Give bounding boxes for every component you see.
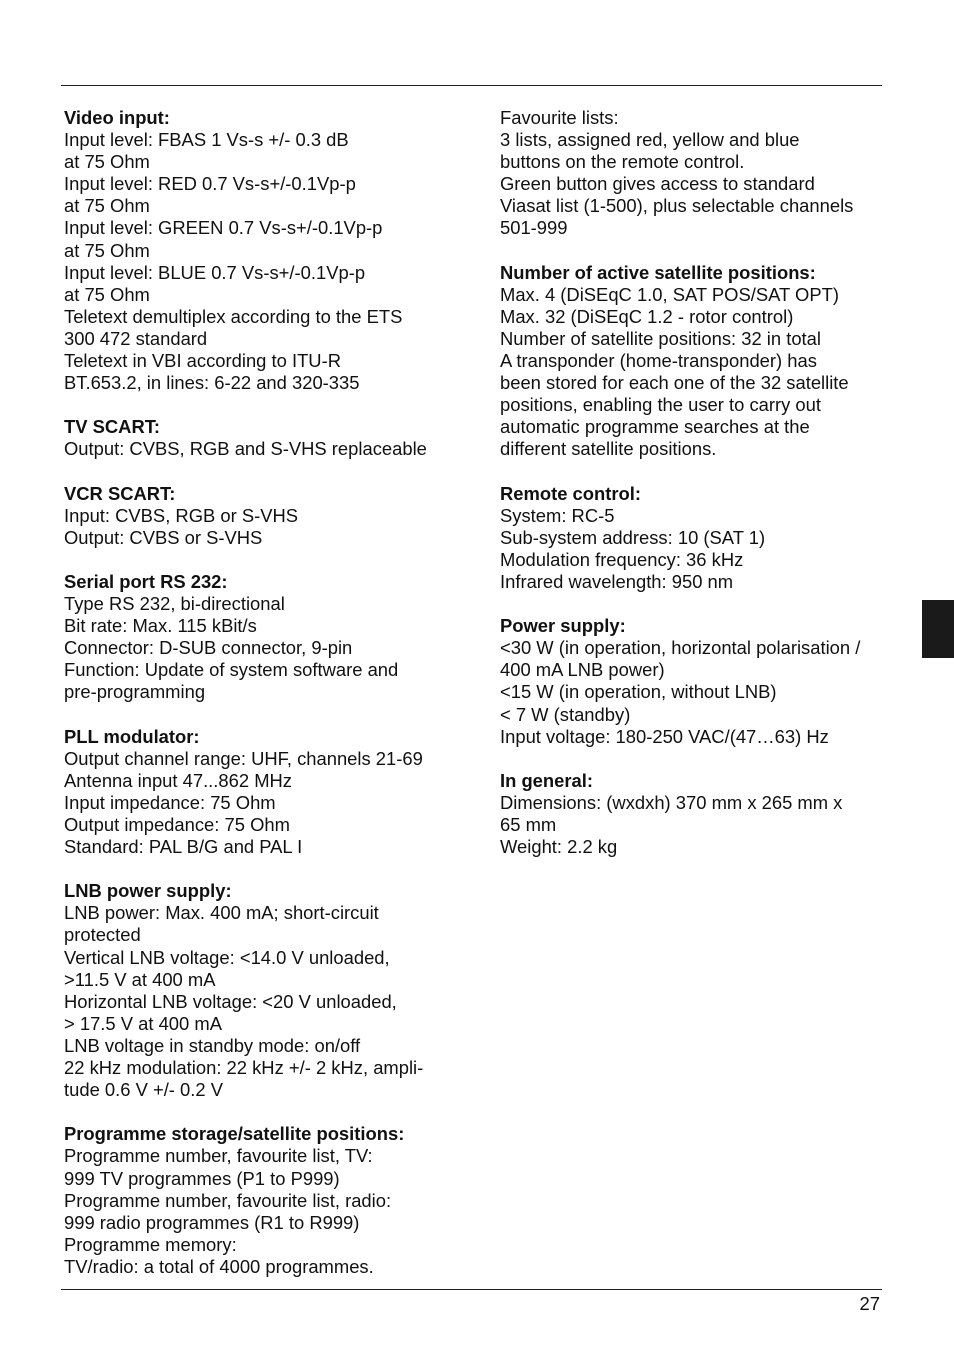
spec-line: <15 W (in operation, without LNB) — [500, 681, 777, 703]
spec-line: Teletext in VBI according to ITU-R — [64, 350, 341, 372]
spec-line: tude 0.6 V +/- 0.2 V — [64, 1079, 223, 1101]
spec-line: at 75 Ohm — [64, 283, 150, 305]
video-input-section — [64, 107, 464, 394]
spec-line: been stored for each one of the 32 satellite — [500, 372, 849, 394]
spec-line: 65 mm — [500, 814, 557, 835]
spec-line: Type RS 232, bi-directional — [64, 593, 285, 615]
spec-line: LNB voltage in standby mode: on/off — [64, 1034, 361, 1056]
spec-line: Sub-system address: 10 (SAT 1) — [500, 526, 766, 548]
spec-line: Output impedance: 75 Ohm — [64, 814, 290, 835]
top-rule — [61, 85, 882, 86]
spec-line: Connector: D-SUB connector, 9-pin — [64, 637, 353, 659]
spec-line: A transponder (home-transponder) has — [500, 350, 817, 372]
power-supply-section — [500, 615, 892, 748]
spec-line: 999 radio programmes (R1 to R999) — [64, 1211, 360, 1233]
spec-line: buttons on the remote control. — [500, 151, 745, 173]
spec-line: Programme number, favourite list, TV: — [64, 1145, 373, 1167]
spec-line: Input: CVBS, RGB or S-VHS — [64, 504, 299, 526]
section-heading: PLL modulator: — [64, 725, 200, 747]
spec-line: Vertical LNB voltage: <14.0 V unloaded, — [64, 946, 390, 968]
page-number: 27 — [859, 1293, 880, 1314]
spec-line: System: RC-5 — [500, 504, 615, 526]
spec-line: Programme memory: — [64, 1233, 237, 1255]
spec-line: Standard: PAL B/G and PAL I — [64, 836, 303, 858]
in-general-section — [500, 770, 892, 858]
spec-line: >11.5 V at 400 mA — [64, 968, 216, 990]
spec-line: Max. 32 (DiSEqC 1.2 - rotor control) — [500, 305, 794, 327]
spec-line: 3 lists, assigned red, yellow and blue — [500, 129, 800, 151]
section-heading: Programme storage/satellite positions: — [64, 1123, 405, 1145]
spec-line: at 75 Ohm — [64, 151, 150, 173]
lnb-power-supply-section — [64, 880, 464, 1101]
spec-line: > 17.5 V at 400 mA — [64, 1012, 222, 1034]
section-heading: VCR SCART: — [64, 482, 176, 504]
section-heading: Power supply: — [500, 615, 626, 637]
spec-line: Number of satellite positions: 32 in total — [500, 327, 821, 349]
spec-line: Input level: RED 0.7 Vs-s+/-0.1Vp-p — [64, 173, 356, 195]
spec-line: TV/radio: a total of 4000 programmes. — [64, 1255, 374, 1277]
spec-line: Output: CVBS or S-VHS — [64, 526, 263, 548]
spec-line: Antenna input 47...862 MHz — [64, 769, 292, 791]
spec-line: Dimensions: (wxdxh) 370 mm x 265 mm x — [500, 791, 843, 813]
spec-line: pre-programming — [64, 681, 206, 703]
pll-modulator-section — [64, 726, 464, 859]
spec-line: 300 472 standard — [64, 327, 208, 349]
chapter-tab-marker — [922, 600, 954, 658]
spec-line: Favourite lists: — [500, 107, 619, 128]
spec-line: Input level: GREEN 0.7 Vs-s+/-0.1Vp-p — [64, 217, 383, 239]
spec-line: Max. 4 (DiSEqC 1.0, SAT POS/SAT OPT) — [500, 283, 839, 305]
spec-line: Infrared wavelength: 950 nm — [500, 570, 734, 592]
spec-line: BT.653.2, in lines: 6-22 and 320-335 — [64, 372, 360, 394]
spec-line: 999 TV programmes (P1 to P999) — [64, 1167, 340, 1189]
spec-line: Programme number, favourite list, radio: — [64, 1189, 392, 1211]
spec-line: positions, enabling the user to carry out — [500, 394, 822, 416]
spec-line: < 7 W (standby) — [500, 703, 631, 725]
section-heading: Video input: — [64, 107, 170, 128]
remote-control-section — [500, 483, 892, 593]
spec-line: Viasat list (1-500), plus selectable channels — [500, 195, 854, 217]
spec-line: Output: CVBS, RGB and S-VHS replaceable — [64, 438, 427, 460]
spec-line: 400 mA LNB power) — [500, 659, 665, 681]
tv-scart-section — [64, 416, 464, 460]
vcr-scart-section — [64, 483, 464, 549]
spec-line: Green button gives access to standard — [500, 173, 815, 195]
right-column — [500, 107, 892, 880]
spec-line: LNB power: Max. 400 mA; short-circuit — [64, 902, 379, 924]
spec-line: Input level: BLUE 0.7 Vs-s+/-0.1Vp-p — [64, 261, 366, 283]
spec-line: Input voltage: 180-250 VAC/(47…63) Hz — [500, 725, 829, 747]
spec-line: Bit rate: Max. 115 kBit/s — [64, 615, 257, 637]
spec-line: Input level: FBAS 1 Vs-s +/- 0.3 dB — [64, 129, 349, 151]
spec-line: different satellite positions. — [500, 438, 717, 460]
spec-line: 22 kHz modulation: 22 kHz +/- 2 kHz, ampli- — [64, 1057, 424, 1079]
left-column — [64, 107, 464, 1300]
favourite-lists-section — [500, 107, 892, 240]
section-heading: Remote control: — [500, 482, 642, 504]
spec-line: Input impedance: 75 Ohm — [64, 791, 276, 813]
spec-line: automatic programme searches at the — [500, 416, 810, 438]
spec-line: Horizontal LNB voltage: <20 V unloaded, — [64, 990, 397, 1012]
satellite-positions-section — [500, 262, 892, 461]
spec-line: at 75 Ohm — [64, 195, 150, 217]
spec-line: <30 W (in operation, horizontal polarisation / — [500, 637, 861, 659]
section-heading: Serial port RS 232: — [64, 570, 228, 592]
section-heading: In general: — [500, 769, 593, 791]
spec-line: Output channel range: UHF, channels 21-69 — [64, 747, 423, 769]
programme-storage-section — [64, 1123, 464, 1278]
spec-line: Teletext demultiplex according to the ETS — [64, 305, 403, 327]
bottom-rule — [61, 1289, 882, 1290]
section-heading: Number of active satellite positions: — [500, 261, 816, 283]
spec-line: protected — [64, 924, 141, 946]
section-heading: TV SCART: — [64, 416, 161, 438]
spec-line: at 75 Ohm — [64, 239, 150, 261]
serial-port-section — [64, 571, 464, 704]
section-heading: LNB power supply: — [64, 880, 232, 902]
spec-line: 501-999 — [500, 217, 568, 239]
spec-line: Weight: 2.2 kg — [500, 836, 618, 858]
spec-line: Modulation frequency: 36 kHz — [500, 548, 744, 570]
spec-line: Function: Update of system software and — [64, 659, 399, 681]
